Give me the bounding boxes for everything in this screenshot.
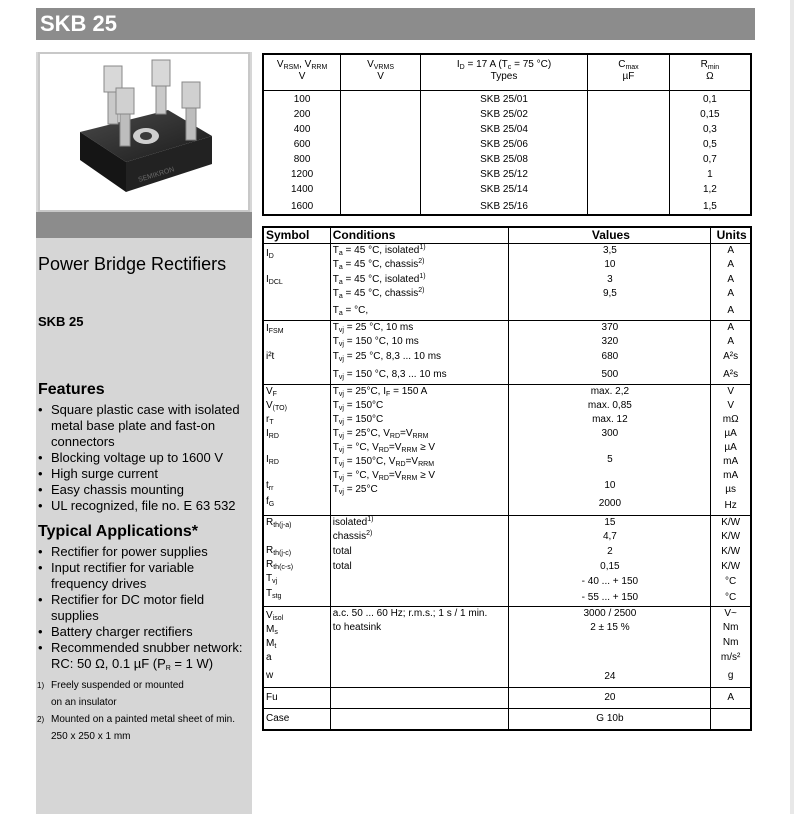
header-conditions: Conditions xyxy=(330,227,509,243)
conditions-cell: $T_a = 45$ °C, isolated$^{1)}$ $T_a = 45$ °C, chassis$^{2)}$ $T_a = 45$ °C, isolated$^{1)}$ $T_a = 45$ °C, chassis$^{2)}$ $T_a = ^\circ C$, xyxy=(330,243,509,320)
symbol-cell: $R_{th(j-a)}$ $R_{th(j-c)}$ $R_{th(c-s)}$ $T_{vj}$ $T_{stg}$ xyxy=(263,515,330,606)
conditions-cell xyxy=(330,708,509,730)
title-bar xyxy=(36,8,755,40)
product-title: Power Bridge Rectifiers xyxy=(38,254,227,274)
header-vrsm: $V_{RSM}$, $V_{RRM}$ V xyxy=(263,54,341,90)
values-cell: 15 4,7 2 0,15 - 40 ... + 150 - 55 ... + 150 xyxy=(509,515,711,606)
spec-table xyxy=(262,226,752,731)
applications-list xyxy=(38,544,252,672)
header-cmax: $C_{max}$ µF xyxy=(588,54,670,90)
cmax-column xyxy=(588,90,670,215)
list-item: • Rectifier for power supplies xyxy=(38,544,252,560)
applications-heading: Typical Applications* xyxy=(38,523,199,540)
list-item: • UL recognized, file no. E 63 532 xyxy=(38,498,252,514)
snubber-tail: = 1 W) xyxy=(170,656,214,671)
page-title: SKB 25 xyxy=(40,11,118,36)
units-cell: K/W K/W K/W K/W °C °C xyxy=(711,515,751,606)
vrms-column xyxy=(341,90,421,215)
header-symbol: Symbol xyxy=(263,227,330,243)
rmin-column: 0,1 0,15 0,3 0,5 0,7 1 1,2 1,5 xyxy=(669,90,751,215)
units-cell xyxy=(711,708,751,730)
units-cell: V V mΩ µA µA mA mA µs Hz xyxy=(711,384,751,515)
conditions-cell: a.c. 50 ... 60 Hz; r.m.s.; 1 s / 1 min. to heatsink xyxy=(330,606,509,687)
table-row xyxy=(263,320,751,384)
symbol-cell: Fu xyxy=(263,687,330,708)
header-vrms: $V_{VRMS}$ V xyxy=(341,54,421,90)
symbol-cell: $V_{isol}$ $M_s$ $M_t$ a w xyxy=(263,606,330,687)
footnote-2: 2) Mounted on a painted metal sheet of min. 250 x 250 x 1 mm xyxy=(37,714,236,742)
symbol-cell: $I_{FSM}$ i²t xyxy=(263,320,330,384)
list-item: • Square plastic case with isolated metal base plate and fast-on connectors xyxy=(38,402,252,450)
conditions-cell xyxy=(330,687,509,708)
units-cell: A xyxy=(711,687,751,708)
conditions-cell: $T_{vj} = 25^\circ C$, $I_F = 150$ A $T_{vj} = 150^\circ C$ $T_{vj} = 150^\circ C$ $T_{vj} = 25^\circ C$, $V_{RD}=V_{RRM}$ $T_{vj} = ^\circ C$, $V_{RD}=V_{RRM} \ge V$ $T_{vj} = 150^\circ C$, $V_{RD}=V_{RRM}$ $T_{vj} = ^\circ C$, $V_{RD}=V_{RRM} \ge V$ $T_{vj} = 25^\circ C$ xyxy=(330,384,509,515)
values-cell: 3000 / 2500 2 ± 15 % 24 xyxy=(509,606,711,687)
conditions-cell: isolated$^{1)}$ chassis$^{2)}$ total total xyxy=(330,515,509,606)
header-rmin: $R_{min}$ Ω xyxy=(669,54,751,90)
types-column: SKB 25/01 SKB 25/02 SKB 25/04 SKB 25/06 SKB 25/08 SKB 25/12 SKB 25/14 SKB 25/16 xyxy=(420,90,587,215)
header-values: Values xyxy=(509,227,711,243)
values-cell: max. 2,2 max. 0,85 max. 12 300 5 10 2000 xyxy=(509,384,711,515)
units-cell: A A A A A xyxy=(711,243,751,320)
conditions-cell: $T_{vj} = 25$ °C, 10 ms $T_{vj} = 150$ °C, 10 ms $T_{vj} = 25$ °C, 8,3 ... 10 ms $T_{vj} = 150$ °C, 8,3 ... 10 ms xyxy=(330,320,509,384)
table-row xyxy=(263,515,751,606)
list-item: • Blocking voltage up to 1600 V xyxy=(38,450,252,466)
features-list xyxy=(38,402,252,514)
list-item: • Easy chassis mounting xyxy=(38,482,252,498)
units-cell: V~ Nm Nm m/s² g xyxy=(711,606,751,687)
rectifier-image xyxy=(40,54,248,210)
product-label: SEMIKRON xyxy=(137,166,176,184)
values-cell: 3,5 10 3 9,5 xyxy=(509,243,711,320)
footnotes xyxy=(36,677,252,745)
list-item: • Battery charger rectifiers xyxy=(38,624,252,640)
values-cell: G 10b xyxy=(509,708,711,730)
page-edge xyxy=(790,0,794,814)
table-row xyxy=(263,243,751,320)
table-row xyxy=(263,708,751,730)
list-item xyxy=(38,640,252,672)
product-photo xyxy=(38,52,250,212)
symbol-cell: $I_D$ $I_{DCL}$ xyxy=(266,247,283,287)
list-item: • Rectifier for DC motor field supplies xyxy=(38,592,252,624)
types-table xyxy=(262,53,752,216)
header-units: Units xyxy=(711,227,751,243)
photo-caption-bar xyxy=(36,212,252,238)
vrsm-column: 100 200 400 600 800 1200 1400 1600 xyxy=(290,93,314,212)
features-heading: Features xyxy=(38,381,105,398)
symbol-cell: $V_F$ $V_{(TO)}$ $r_T$ $I_{RD}$ $I_{RD}$ $t_{rr}$ $f_G$ xyxy=(263,384,330,515)
list-item: • High surge current xyxy=(38,466,252,482)
table-row xyxy=(263,606,751,687)
footnote-1: 1) Freely suspended or mounted on an insulator xyxy=(37,680,184,708)
table-row xyxy=(263,384,751,515)
snubber-sub: R xyxy=(165,665,171,672)
header-types: $I_D = 17$ A ($T_c = 75$ °C) Types xyxy=(420,54,587,90)
units-cell: A A A²s A²s xyxy=(711,320,751,384)
symbol-cell: Case xyxy=(263,708,330,730)
snubber-text: Recommended snubber network: RC: 50 Ω, 0.1 µF (P xyxy=(51,640,243,671)
list-item: • Input rectifier for variable frequency drives xyxy=(38,560,252,592)
values-cell: 20 xyxy=(509,687,711,708)
table-row xyxy=(263,687,751,708)
values-cell: 370 320 680 500 xyxy=(509,320,711,384)
product-code: SKB 25 xyxy=(38,314,84,329)
